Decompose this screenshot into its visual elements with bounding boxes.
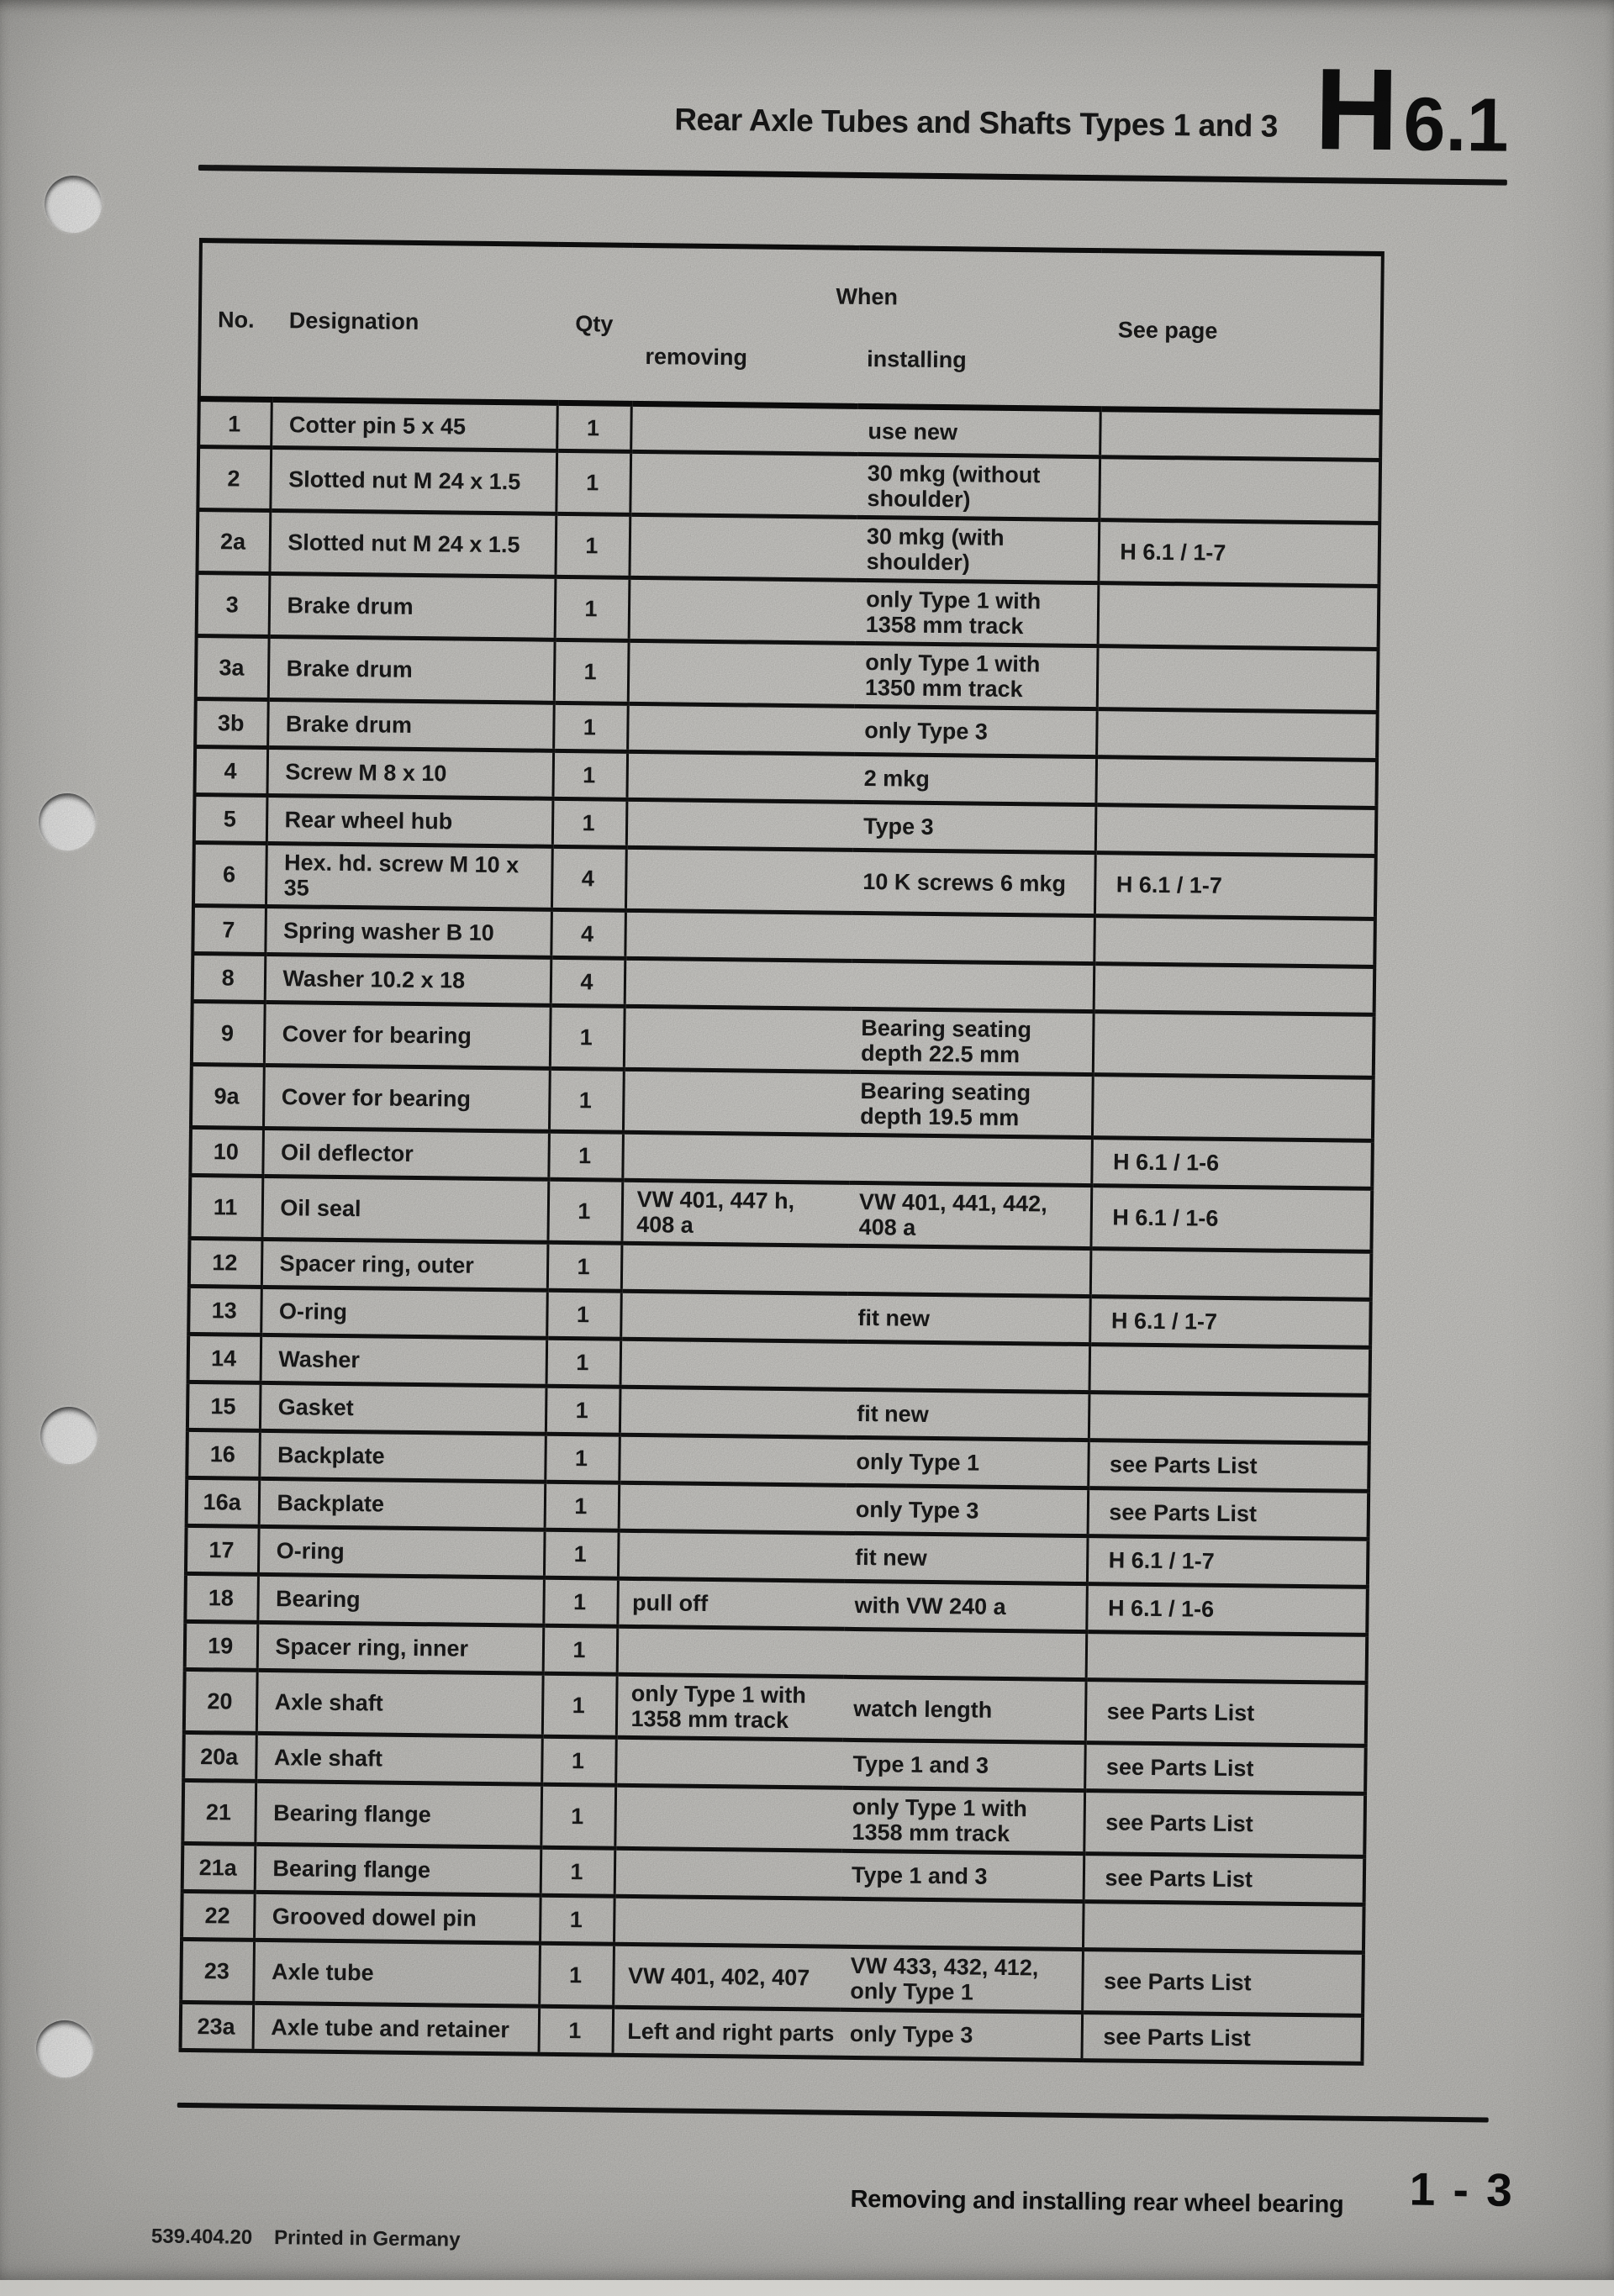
cell-no: 20 xyxy=(184,1669,257,1733)
cell-no: 12 xyxy=(189,1238,262,1287)
cell-qty: 1 xyxy=(545,1434,620,1482)
cell-designation: Axle tube xyxy=(253,1940,540,2006)
when-subheaders xyxy=(631,344,1100,374)
col-header-qty: Qty xyxy=(557,245,633,403)
cell-see-page: see Parts List xyxy=(1085,1680,1367,1746)
cell-removing xyxy=(629,514,857,580)
cell-designation: Spring washer B 10 xyxy=(265,906,551,957)
cell-designation: Axle shaft xyxy=(256,1670,543,1736)
cell-designation: Backplate xyxy=(259,1430,546,1482)
cell-no: 16 xyxy=(187,1430,260,1478)
cell-no: 5 xyxy=(194,794,267,843)
masthead xyxy=(200,44,1510,176)
cell-no: 1 xyxy=(198,399,272,448)
cell-see-page: H 6.1 / 1-7 xyxy=(1094,853,1376,919)
cell-see-page xyxy=(1089,1345,1371,1396)
cell-see-page: see Parts List xyxy=(1088,1488,1369,1540)
cell-installing: only Type 1 with 1358 mm track xyxy=(841,1788,1084,1853)
punch-hole xyxy=(39,793,96,850)
cell-qty: 1 xyxy=(555,513,630,577)
cell-installing xyxy=(852,913,1094,963)
title-rule xyxy=(198,165,1507,186)
cell-designation: Brake drum xyxy=(267,699,554,750)
cell-see-page: see Parts List xyxy=(1084,1791,1365,1857)
cell-installing: use new xyxy=(857,406,1100,456)
cell-no: 21 xyxy=(182,1780,256,1844)
cell-removing: only Type 1 with 1358 mm track xyxy=(616,1674,844,1740)
cell-designation: Gasket xyxy=(260,1382,546,1434)
cell-removing xyxy=(617,1626,845,1677)
cell-installing: 30 mkg (without shoulder) xyxy=(857,454,1100,519)
cell-no: 11 xyxy=(189,1175,262,1239)
cell-designation: Screw M 8 x 10 xyxy=(266,747,553,798)
cell-removing xyxy=(620,1387,847,1437)
cell-no: 23a xyxy=(181,2002,254,2051)
cell-qty: 1 xyxy=(552,750,627,799)
cell-see-page: H 6.1 / 1-6 xyxy=(1091,1138,1373,1189)
cell-no: 3a xyxy=(196,635,269,699)
cell-qty: 1 xyxy=(549,1068,624,1132)
cell-see-page xyxy=(1094,916,1375,967)
cell-installing xyxy=(844,1629,1087,1679)
cell-installing xyxy=(849,1135,1092,1185)
cell-qty: 1 xyxy=(555,577,630,640)
cell-installing: VW 433, 432, 412, only Type 1 xyxy=(840,1946,1083,2012)
cell-installing: fit new xyxy=(847,1389,1089,1440)
cell-qty: 1 xyxy=(543,1577,618,1626)
cell-qty: 1 xyxy=(539,2006,614,2055)
cell-no: 16a xyxy=(187,1477,260,1526)
cell-qty: 4 xyxy=(551,957,625,1006)
cell-see-page: see Parts List xyxy=(1084,1743,1366,1794)
page-number: 1 - 3 xyxy=(1409,2162,1516,2216)
cell-see-page xyxy=(1097,646,1379,713)
cell-designation: Brake drum xyxy=(268,636,555,703)
cell-designation: Bearing flange xyxy=(255,1781,541,1847)
cell-no: 13 xyxy=(188,1286,261,1335)
cell-designation: Rear wheel hub xyxy=(266,795,553,846)
cell-qty: 1 xyxy=(547,1179,622,1243)
cell-see-page xyxy=(1094,964,1375,1015)
cell-installing: Type 1 and 3 xyxy=(841,1851,1084,1901)
punch-hole xyxy=(36,2020,93,2077)
parts-table xyxy=(179,238,1385,2066)
cell-qty: 1 xyxy=(553,703,628,751)
cell-removing xyxy=(618,1530,846,1581)
cell-see-page xyxy=(1083,1902,1364,1953)
cell-qty: 1 xyxy=(543,1625,618,1674)
cell-no: 3b xyxy=(195,698,268,747)
print-code: 539.404.20 xyxy=(150,2225,253,2249)
cell-no: 6 xyxy=(193,842,266,906)
cell-see-page xyxy=(1095,757,1377,808)
cell-qty: 1 xyxy=(556,403,631,451)
cell-installing: fit new xyxy=(845,1533,1088,1583)
cell-qty: 1 xyxy=(542,1673,617,1737)
cell-designation: Oil seal xyxy=(261,1176,548,1242)
cell-designation: Slotted nut M 24 x 1.5 xyxy=(269,510,556,577)
cell-qty: 4 xyxy=(551,846,626,910)
cell-removing xyxy=(628,640,856,706)
cell-installing: Bearing seating depth 22.5 mm xyxy=(851,1008,1094,1074)
cell-installing: only Type 1 xyxy=(846,1437,1089,1488)
cell-no: 15 xyxy=(187,1382,261,1430)
cell-see-page: H 6.1 / 1-7 xyxy=(1089,1297,1371,1348)
cell-no: 2 xyxy=(198,447,271,511)
cell-no: 21a xyxy=(182,1843,256,1892)
cell-designation: Spacer ring, inner xyxy=(257,1622,544,1673)
cell-qty: 1 xyxy=(545,1482,620,1530)
cell-removing: VW 401, 447 h, 408 a xyxy=(621,1180,849,1245)
cell-removing: VW 401, 402, 407 xyxy=(613,1944,841,2009)
cell-installing xyxy=(841,1898,1084,1949)
cell-see-page: H 6.1 / 1-7 xyxy=(1087,1536,1369,1588)
cell-see-page xyxy=(1086,1632,1368,1683)
page-title: Rear Axle Tubes and Shafts Types 1 and 3 xyxy=(674,102,1279,144)
cell-removing xyxy=(625,958,852,1008)
cell-no: 22 xyxy=(182,1891,255,1940)
cell-installing: 10 K screws 6 mkg xyxy=(852,850,1095,915)
col-header-when xyxy=(631,245,1102,409)
cell-see-page: see Parts List xyxy=(1082,1950,1363,2016)
cell-installing: watch length xyxy=(843,1677,1086,1742)
section-letter: H xyxy=(1314,45,1398,176)
cell-qty: 1 xyxy=(539,1943,614,2007)
cell-designation: Hex. hd. screw M 10 x 35 xyxy=(266,843,552,909)
cell-no: 20a xyxy=(183,1732,256,1781)
cell-removing xyxy=(623,1069,851,1135)
cell-see-page: see Parts List xyxy=(1081,2013,1363,2064)
cell-installing: only Type 3 xyxy=(846,1485,1089,1535)
cell-designation: O-ring xyxy=(258,1526,545,1577)
cell-designation: Oil deflector xyxy=(262,1128,549,1179)
cell-removing xyxy=(614,1785,842,1851)
cell-no: 10 xyxy=(190,1127,263,1176)
col-header-designation: Designation xyxy=(272,241,559,403)
cell-qty: 1 xyxy=(546,1386,620,1435)
table-header xyxy=(199,240,1383,412)
cell-designation: Spacer ring, outer xyxy=(261,1239,548,1290)
subheader-installing: installing xyxy=(867,346,967,373)
cell-removing xyxy=(627,703,855,754)
cell-see-page: H 6.1 / 1-7 xyxy=(1098,520,1379,587)
cell-designation: Cover for bearing xyxy=(263,1065,550,1131)
cell-no: 2a xyxy=(197,510,270,574)
cell-designation: Slotted nut M 24 x 1.5 xyxy=(270,447,556,513)
cell-see-page: see Parts List xyxy=(1084,1854,1365,1905)
cell-see-page: H 6.1 / 1-6 xyxy=(1086,1584,1368,1635)
cell-installing: fit new xyxy=(847,1293,1090,1344)
cell-installing: with VW 240 a xyxy=(844,1581,1087,1631)
cell-no: 4 xyxy=(194,746,267,795)
subheader-removing: removing xyxy=(645,344,748,371)
cell-no: 19 xyxy=(185,1621,258,1670)
cell-removing xyxy=(620,1291,848,1341)
cell-qty: 1 xyxy=(550,1005,625,1069)
cell-installing xyxy=(852,961,1094,1011)
cell-installing: only Type 1 with 1350 mm track xyxy=(855,643,1098,708)
cell-removing xyxy=(614,1848,842,1898)
cell-removing xyxy=(619,1482,847,1533)
col-header-see-page: See page xyxy=(1100,250,1383,412)
cell-installing xyxy=(848,1245,1091,1296)
cell-removing xyxy=(622,1132,850,1182)
cell-see-page xyxy=(1098,583,1379,650)
cell-designation: Bearing flange xyxy=(255,1844,541,1895)
cell-installing xyxy=(847,1341,1090,1392)
cell-qty: 4 xyxy=(551,909,625,958)
cell-qty: 1 xyxy=(547,1242,622,1291)
cell-removing xyxy=(620,1339,848,1389)
cell-removing xyxy=(615,1737,843,1788)
section-number: 6.1 xyxy=(1402,82,1510,168)
cell-qty: 1 xyxy=(541,1784,615,1848)
cell-removing: Left and right parts xyxy=(613,2007,841,2057)
cell-installing: 2 mkg xyxy=(853,754,1096,804)
cell-removing xyxy=(630,451,857,517)
cell-removing: pull off xyxy=(617,1578,845,1629)
cell-qty: 1 xyxy=(544,1530,619,1578)
footer-rule xyxy=(177,2103,1489,2123)
cell-no: 14 xyxy=(188,1334,261,1382)
cell-see-page xyxy=(1089,1393,1370,1444)
when-label: When xyxy=(836,283,899,310)
cell-qty: 1 xyxy=(554,640,629,703)
cell-installing: Bearing seating depth 19.5 mm xyxy=(850,1072,1093,1137)
cell-installing: 30 mkg (with shoulder) xyxy=(856,517,1099,582)
cell-removing xyxy=(626,751,854,802)
cell-qty: 1 xyxy=(541,1847,615,1896)
cell-see-page xyxy=(1099,457,1380,524)
cell-removing xyxy=(624,1006,852,1072)
cell-qty: 1 xyxy=(540,1895,614,1944)
cell-removing xyxy=(621,1243,849,1293)
cell-removing xyxy=(630,403,858,454)
footer-caption: Removing and installing rear wheel bearing xyxy=(850,2185,1344,2219)
cell-no: 18 xyxy=(185,1573,258,1622)
section-code xyxy=(1314,45,1510,176)
cell-see-page: H 6.1 / 1-6 xyxy=(1090,1186,1372,1252)
cell-designation: Bearing xyxy=(257,1574,544,1625)
cell-no: 3 xyxy=(197,572,270,636)
cell-designation: Washer 10.2 x 18 xyxy=(265,954,551,1005)
cell-qty: 1 xyxy=(541,1736,616,1785)
cell-qty: 1 xyxy=(548,1131,623,1180)
cell-qty: 1 xyxy=(556,450,630,514)
cell-designation: Cotter pin 5 x 45 xyxy=(271,399,557,450)
cell-removing xyxy=(625,910,852,961)
cell-removing xyxy=(625,847,853,913)
cell-installing: VW 401, 441, 442, 408 a xyxy=(848,1182,1091,1248)
punch-hole xyxy=(40,1407,98,1464)
table-body xyxy=(181,399,1381,2064)
cell-see-page xyxy=(1090,1249,1372,1300)
cell-designation: Axle tube and retainer xyxy=(253,2003,540,2054)
cell-designation: O-ring xyxy=(261,1287,547,1338)
cell-designation: Axle shaft xyxy=(256,1733,542,1784)
cell-see-page xyxy=(1095,805,1377,856)
cell-removing xyxy=(614,1896,841,1946)
cell-installing: only Type 3 xyxy=(854,706,1097,756)
cell-see-page xyxy=(1096,709,1378,761)
cell-designation: Brake drum xyxy=(269,573,556,640)
cell-qty: 1 xyxy=(546,1338,621,1387)
cell-no: 8 xyxy=(193,953,266,1002)
cell-no: 7 xyxy=(193,905,266,954)
cell-see-page xyxy=(1093,1012,1374,1078)
cell-designation: Cover for bearing xyxy=(264,1002,551,1068)
cell-installing: Type 3 xyxy=(853,802,1096,852)
cell-see-page xyxy=(1092,1075,1374,1141)
cell-see-page: see Parts List xyxy=(1088,1440,1369,1492)
cell-qty: 1 xyxy=(552,798,627,847)
col-header-no: No. xyxy=(199,240,273,399)
cell-no: 9a xyxy=(191,1064,264,1128)
footer-imprint xyxy=(151,2225,461,2252)
printed-in-germany: Printed in Germany xyxy=(273,2226,461,2251)
cell-installing: only Type 3 xyxy=(839,2009,1082,2060)
cell-installing: only Type 1 with 1358 mm track xyxy=(856,580,1099,645)
cell-removing xyxy=(619,1435,847,1485)
punch-hole xyxy=(45,176,102,233)
cell-no: 17 xyxy=(186,1525,259,1574)
cell-see-page xyxy=(1100,409,1381,461)
cell-no: 9 xyxy=(192,1001,265,1065)
cell-designation: Washer xyxy=(261,1335,547,1386)
cell-removing xyxy=(626,799,854,850)
cell-designation: Backplate xyxy=(259,1478,546,1530)
cell-no: 23 xyxy=(181,1939,254,2003)
cell-installing: Type 1 and 3 xyxy=(842,1740,1085,1790)
cell-designation: Grooved dowel pin xyxy=(254,1892,541,1943)
cell-qty: 1 xyxy=(546,1290,621,1339)
cell-removing xyxy=(629,577,857,643)
